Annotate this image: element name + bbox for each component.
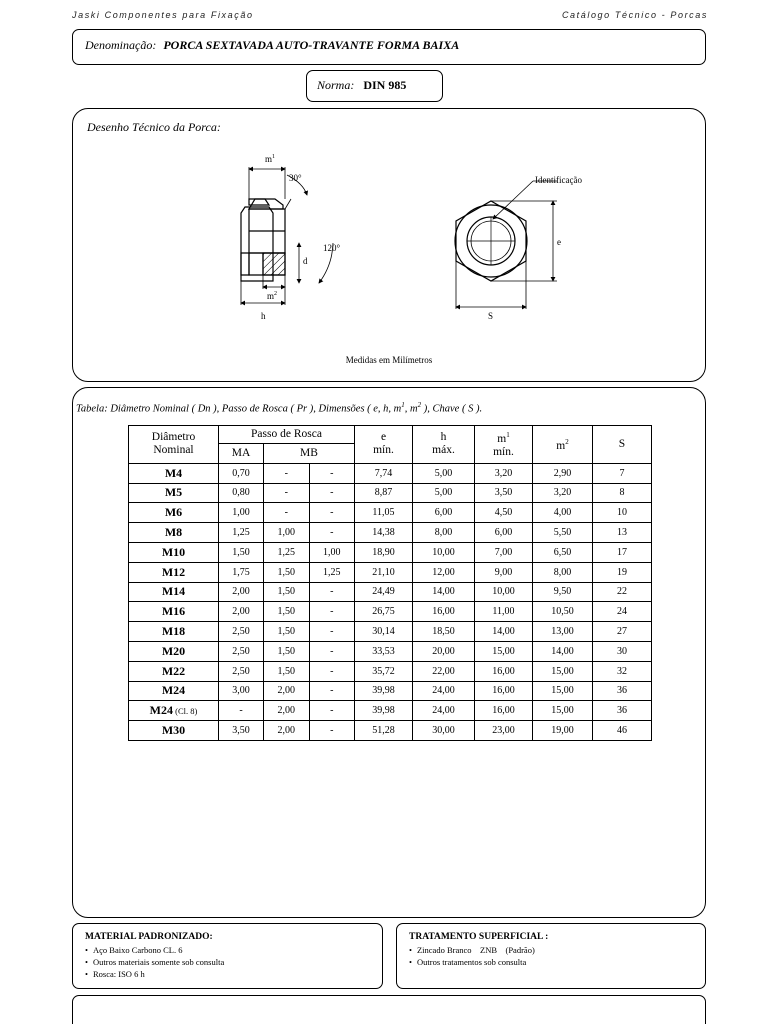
cell-m2: 19,00 (533, 721, 593, 741)
cell-mb2: - (309, 681, 355, 701)
cell-mb2: 1,00 (309, 542, 355, 562)
cell-dn: M18 (129, 622, 219, 642)
col-header-m1: $m^1$ mín. (475, 426, 533, 464)
cell-mb2: - (309, 582, 355, 602)
col-header-s: S (593, 426, 652, 464)
cell-ma: 0,70 (219, 463, 264, 483)
table-row (129, 483, 652, 503)
cell-dn: M8 (129, 523, 219, 543)
cell-mb2: - (309, 503, 355, 523)
table-row (129, 523, 652, 543)
cell-m1: 9,00 (475, 562, 533, 582)
cell-ma: 1,25 (219, 523, 264, 543)
cell-ma: 2,50 (219, 661, 264, 681)
label-angle-120: 120° (323, 243, 341, 253)
table-row (129, 463, 652, 483)
cell-m2: 5,50 (533, 523, 593, 543)
cell-h: 22,00 (413, 661, 475, 681)
cell-m1: 3,20 (475, 463, 533, 483)
cell-m1: 15,00 (475, 641, 533, 661)
label-identificacao: Identificação (535, 175, 582, 185)
cell-m1: 6,00 (475, 523, 533, 543)
drawing-title: Desenho Técnico da Porca: (87, 120, 221, 134)
cell-h: 5,00 (413, 463, 475, 483)
cell-mb1: 1,50 (264, 562, 310, 582)
cell-ma: 2,00 (219, 602, 264, 622)
cell-m1: 14,00 (475, 622, 533, 642)
cell-mb1: - (264, 463, 310, 483)
cell-m2: 10,50 (533, 602, 593, 622)
cell-mb1: - (264, 503, 310, 523)
cell-mb1: 1,00 (264, 523, 310, 543)
tratamento-list (409, 944, 693, 968)
cell-ma: - (219, 701, 264, 721)
cell-s: 36 (593, 681, 652, 701)
cell-e: 14,38 (355, 523, 413, 543)
table-row (129, 542, 652, 562)
col-header-m2: $m^2$ (533, 426, 593, 464)
cell-dn: M22 (129, 661, 219, 681)
denominacao-box (72, 29, 706, 65)
cell-dn: M6 (129, 503, 219, 523)
cell-h: 24,00 (413, 701, 475, 721)
col-header-e: e mín. (355, 426, 413, 464)
cell-e: 39,98 (355, 701, 413, 721)
cell-s: 22 (593, 582, 652, 602)
cell-ma: 0,80 (219, 483, 264, 503)
cell-e: 39,98 (355, 681, 413, 701)
technical-drawing-box (72, 108, 706, 382)
cell-s: 7 (593, 463, 652, 483)
col-header-mb: MB (264, 444, 355, 464)
col-header-dn: Diâmetro Nominal (129, 426, 219, 464)
cell-e: 26,75 (355, 602, 413, 622)
dimensions-table (128, 425, 652, 741)
cell-ma: 3,50 (219, 721, 264, 741)
cell-m1: 16,00 (475, 661, 533, 681)
table-row (129, 602, 652, 622)
cell-m1: 16,00 (475, 701, 533, 721)
norma-box (306, 70, 443, 102)
cell-h: 6,00 (413, 503, 475, 523)
list-item: • Zincado Branco ZNB (Padrão) (409, 944, 693, 956)
cell-dn: M10 (129, 542, 219, 562)
cell-e: 30,14 (355, 622, 413, 642)
cell-s: 17 (593, 542, 652, 562)
cell-mb1: 2,00 (264, 701, 310, 721)
cell-mb1: - (264, 483, 310, 503)
col-header-h: h máx. (413, 426, 475, 464)
col-header-passo: Passo de Rosca (219, 426, 355, 444)
cell-mb1: 1,50 (264, 602, 310, 622)
cell-ma: 1,50 (219, 542, 264, 562)
cell-mb2: - (309, 523, 355, 543)
cell-mb2: - (309, 661, 355, 681)
label-e: e (557, 237, 561, 247)
cell-e: 18,90 (355, 542, 413, 562)
list-item: • Aço Baixo Carbono CL. 6 (85, 944, 370, 956)
side-view (241, 199, 291, 281)
cell-m2: 13,00 (533, 622, 593, 642)
cell-s: 32 (593, 661, 652, 681)
cell-mb1: 1,50 (264, 661, 310, 681)
cell-mb2: - (309, 483, 355, 503)
cell-e: 33,53 (355, 641, 413, 661)
table-row (129, 681, 652, 701)
cell-mb1: 1,50 (264, 641, 310, 661)
cell-mb1: 2,00 (264, 721, 310, 741)
cell-mb1: 2,00 (264, 681, 310, 701)
tratamento-title: TRATAMENTO SUPERFICIAL : (409, 932, 549, 942)
cell-e: 51,28 (355, 721, 413, 741)
cell-m2: 15,00 (533, 681, 593, 701)
cell-dn: M16 (129, 602, 219, 622)
denominacao-label: Denominação: (85, 38, 157, 52)
table-row (129, 661, 652, 681)
cell-m2: 15,00 (533, 661, 593, 681)
cell-ma: 2,50 (219, 641, 264, 661)
cell-mb2: - (309, 721, 355, 741)
label-angle-30: 30° (289, 173, 302, 183)
cell-m2: 9,50 (533, 582, 593, 602)
cell-m1: 23,00 (475, 721, 533, 741)
cell-dn: M12 (129, 562, 219, 582)
table-row (129, 582, 652, 602)
list-item: • Outros tratamentos sob consulta (409, 956, 693, 968)
material-list (85, 944, 370, 980)
cell-h: 14,00 (413, 582, 475, 602)
dimensions-table-box (72, 387, 706, 918)
cell-s: 19 (593, 562, 652, 582)
cell-ma: 2,50 (219, 622, 264, 642)
cell-s: 46 (593, 721, 652, 741)
cell-m2: 2,90 (533, 463, 593, 483)
cell-h: 8,00 (413, 523, 475, 543)
cell-h: 30,00 (413, 721, 475, 741)
cell-m1: 16,00 (475, 681, 533, 701)
cell-s: 10 (593, 503, 652, 523)
cell-dn: M24 (Cl. 8) (129, 701, 219, 721)
cell-s: 36 (593, 701, 652, 721)
cell-e: 7,74 (355, 463, 413, 483)
cell-e: 21,10 (355, 562, 413, 582)
cell-mb2: - (309, 463, 355, 483)
cell-mb2: - (309, 602, 355, 622)
cell-m2: 14,00 (533, 641, 593, 661)
cell-s: 30 (593, 641, 652, 661)
cell-m2: 15,00 (533, 701, 593, 721)
label-d: d (303, 256, 308, 266)
cell-h: 18,50 (413, 622, 475, 642)
cell-s: 8 (593, 483, 652, 503)
list-item: • Rosca: ISO 6 h (85, 968, 370, 980)
cell-mb1: 1,25 (264, 542, 310, 562)
table-row (129, 641, 652, 661)
cell-dn: M30 (129, 721, 219, 741)
cell-h: 20,00 (413, 641, 475, 661)
cell-mb2: - (309, 641, 355, 661)
denominacao-value: PORCA SEXTAVADA AUTO-TRAVANTE FORMA BAIXA (163, 38, 460, 52)
cell-m1: 11,00 (475, 602, 533, 622)
table-title: Tabela: Diâmetro Nominal ( Dn ), Passo de Rosca ( Pr ), Dimensões ( e, h, $m^1$, $m^2$ ), Chave ( S ). (76, 401, 483, 415)
cell-dn: M20 (129, 641, 219, 661)
header-company: Jaski Componentes para Fixação (72, 10, 254, 20)
cell-e: 11,05 (355, 503, 413, 523)
footer-box (72, 995, 706, 1024)
cell-dn: M14 (129, 582, 219, 602)
cell-mb2: - (309, 622, 355, 642)
cell-dn: M4 (129, 463, 219, 483)
label-s: S (488, 311, 494, 321)
label-m2: $m^2$ (267, 291, 278, 301)
cell-mb1: 1,50 (264, 582, 310, 602)
table-row (129, 701, 652, 721)
cell-ma: 2,00 (219, 582, 264, 602)
cell-e: 8,87 (355, 483, 413, 503)
material-title: MATERIAL PADRONIZADO: (85, 932, 213, 942)
cell-m1: 7,00 (475, 542, 533, 562)
cell-h: 16,00 (413, 602, 475, 622)
label-m1: $m^1$ (265, 154, 276, 164)
cell-m1: 10,00 (475, 582, 533, 602)
cell-mb1: 1,50 (264, 622, 310, 642)
cell-e: 35,72 (355, 661, 413, 681)
cell-m2: 4,00 (533, 503, 593, 523)
table-row (129, 503, 652, 523)
cell-m1: 3,50 (475, 483, 533, 503)
cell-h: 24,00 (413, 681, 475, 701)
cell-dn: M24 (129, 681, 219, 701)
cell-dn: M5 (129, 483, 219, 503)
cell-h: 5,00 (413, 483, 475, 503)
cell-s: 13 (593, 523, 652, 543)
cell-s: 24 (593, 602, 652, 622)
cell-mb2: 1,25 (309, 562, 355, 582)
cell-m2: 8,00 (533, 562, 593, 582)
cell-m2: 3,20 (533, 483, 593, 503)
header-catalog: Catálogo Técnico - Porcas (561, 10, 708, 20)
col-header-ma: MA (219, 444, 264, 464)
norma-value: DIN 985 (363, 78, 407, 92)
table-row (129, 622, 652, 642)
cell-h: 10,00 (413, 542, 475, 562)
cell-e: 24,49 (355, 582, 413, 602)
cell-ma: 1,00 (219, 503, 264, 523)
cell-s: 27 (593, 622, 652, 642)
label-h: h (261, 311, 266, 321)
table-row (129, 562, 652, 582)
nut-technical-drawing (137, 147, 657, 347)
norma-label: Norma: (317, 78, 355, 92)
cell-ma: 1,75 (219, 562, 264, 582)
material-box (72, 923, 383, 989)
front-view (455, 201, 527, 281)
cell-m1: 4,50 (475, 503, 533, 523)
tratamento-box (396, 923, 706, 989)
cell-mb2: - (309, 701, 355, 721)
list-item: • Outros materiais somente sob consulta (85, 956, 370, 968)
cell-h: 12,00 (413, 562, 475, 582)
cell-ma: 3,00 (219, 681, 264, 701)
cell-m2: 6,50 (533, 542, 593, 562)
units-note: Medidas em Milímetros (345, 355, 433, 365)
table-row (129, 721, 652, 741)
